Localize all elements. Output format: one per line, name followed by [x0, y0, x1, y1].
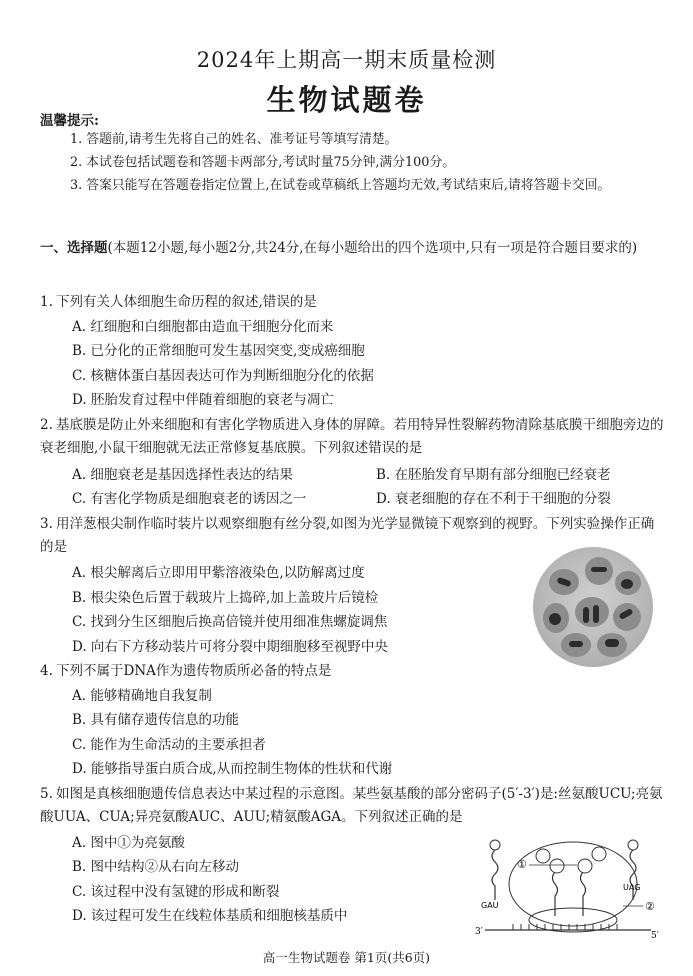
option-4c: C. 能作为生命活动的主要承担者: [72, 737, 266, 753]
question-number: 2.: [40, 417, 53, 433]
option-3a: A. 根尖解离后立即用甲紫溶液染色,以防解离过度: [72, 565, 365, 581]
option-5c: C. 该过程中没有氢键的形成和断裂: [72, 884, 280, 900]
question-stem: 下列有关人体细胞生命历程的叙述,错误的是: [56, 294, 317, 310]
option-1a: A. 红细胞和白细胞都由造血干细胞分化而来: [72, 319, 334, 335]
question-number: 4.: [40, 663, 53, 679]
option-1d: D. 胚胎发育过程中伴随着细胞的衰老与凋亡: [72, 392, 334, 408]
amino-acid: [536, 849, 550, 863]
option-2a: A. 细胞衰老是基因选择性表达的结果: [72, 467, 293, 483]
amino-acid: [628, 840, 638, 850]
label-1: ①: [517, 858, 527, 871]
trna-site-2: [581, 872, 586, 916]
option-5a: A. 图中①为亮氨酸: [72, 835, 185, 851]
section-name: 一、选择题: [40, 240, 108, 256]
option-3d: D. 向右下方移动装片可将分裂中期细胞移至视野中央: [72, 639, 388, 655]
amino-acid-1: [578, 859, 592, 873]
question-number: 5.: [40, 786, 53, 802]
trna-left: [492, 850, 498, 900]
question-stem: 如图是真核细胞遗传信息表达中某过程的示意图。某些氨基酸的部分密码子(5′-3′)是:丝氨酸UCU;亮氨酸UUA、CUA;异亮氨酸AUC、AUU;精氨酸AGA。下列叙述正确的是: [40, 786, 663, 825]
mrna-5-end: 5′: [651, 931, 659, 940]
question-1: [40, 291, 665, 314]
option-2d: D. 衰老细胞的存在不利于干细胞的分裂: [376, 491, 611, 507]
option-3c: C. 找到分生区细胞后换高倍镜并使用细准焦螺旋调焦: [72, 614, 388, 630]
amino-acid: [490, 840, 500, 850]
codon-left: GAU: [481, 901, 499, 910]
tips-title: 温馨提示:: [40, 113, 99, 129]
chromosome: [593, 605, 599, 623]
option-2b: B. 在胚胎发育早期有部分细胞已经衰老: [376, 467, 611, 483]
section-desc: (本题12小题,每小题2分,共24分,在每小题给出的四个选项中,只有一项是符合题目要求的): [107, 240, 638, 256]
chromosome: [583, 607, 589, 623]
tip-item: 3. 答案只能写在答题卷指定位置上,在试卷或草稿纸上答题均无效,考试结束后,请将答题卡交回。: [70, 178, 611, 193]
cell: [575, 597, 609, 627]
chromosome: [621, 579, 633, 589]
question-5: [40, 783, 665, 829]
option-1b: B. 已分化的正常细胞可发生基因突变,变成癌细胞: [72, 343, 365, 359]
tip-item: 1. 答题前,请考生先将自己的姓名、准考证号等填写清楚。: [70, 132, 398, 147]
ribosome-outline: [509, 842, 637, 926]
translation-diagram: [473, 838, 663, 940]
option-3b: B. 根尖染色后置于载玻片上捣碎,加上盖玻片后镜检: [72, 590, 379, 606]
chromosome: [569, 641, 583, 647]
cell: [613, 603, 641, 631]
section-heading: [40, 237, 665, 260]
exam-title: 2024年上期高一期末质量检测: [196, 48, 497, 72]
option-5b: B. 图中结构②从右向左移动: [72, 859, 240, 875]
amino-acid: [592, 847, 606, 861]
microscope-field-image: [533, 547, 653, 667]
option-4a: A. 能够精确地自我复制: [72, 688, 212, 704]
question-stem: 用洋葱根尖制作临时装片以观察细胞有丝分裂,如图为光学显微镜下观察到的视野。下列实验操作正确的是: [40, 516, 655, 555]
question-2: [40, 414, 665, 460]
ribosome-small-subunit: [529, 908, 617, 932]
option-2c: C. 有害化学物质是细胞衰老的诱因之一: [72, 491, 307, 507]
question-stem: 下列不属于DNA作为遗传物质所必备的特点是: [56, 663, 332, 679]
question-stem: 基底膜是防止外来细胞和有害化学物质进入身体的屏障。若用特异性裂解药物清除基底膜干细胞旁边的衰老细胞,小鼠干细胞就无法正常修复基底膜。下列叙述错误的是: [40, 417, 664, 456]
question-number: 1.: [40, 294, 53, 310]
chromosome: [549, 613, 561, 625]
tip-item: 2. 本试卷包括试题卷和答题卡两部分,考试时量75分钟,满分100分。: [70, 155, 456, 170]
page-footer: 高一生物试题卷 第1页(共6页): [262, 950, 431, 965]
exam-subtitle: 生物试题卷: [266, 83, 427, 117]
option-4d: D. 能够指导蛋白质合成,从而控制生物体的性状和代谢: [72, 761, 393, 777]
question-number: 3.: [40, 516, 53, 532]
mrna-3-end: 3′: [475, 927, 483, 937]
chromosome: [605, 639, 619, 647]
amino-acid: [550, 859, 564, 873]
trna-right: [630, 850, 636, 900]
chromosome: [591, 567, 607, 572]
option-4b: B. 具有储存遗传信息的功能: [72, 712, 240, 728]
label-2: ②: [645, 900, 655, 913]
codon-right: UAG: [623, 883, 641, 892]
option-5d: D. 该过程可发生在线粒体基质和细胞核基质中: [72, 908, 348, 924]
option-1c: C. 核糖体蛋白基因表达可作为判断细胞分化的依据: [72, 368, 374, 384]
question-4: [40, 660, 665, 683]
